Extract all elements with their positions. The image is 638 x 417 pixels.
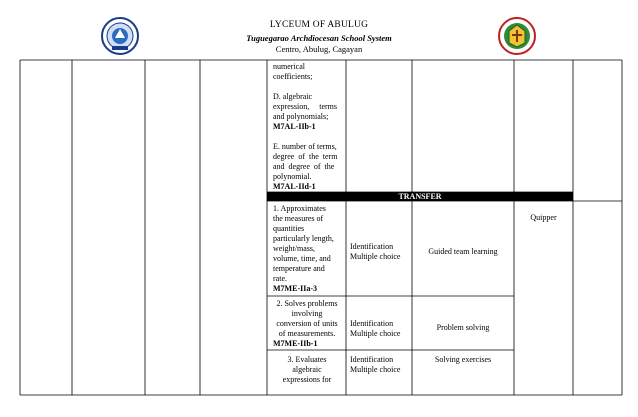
comp-e-line: E. number of terms, [273, 142, 337, 151]
competency-line: quantities [273, 224, 305, 233]
competency-code: M7AL-IId-1 [273, 182, 316, 191]
school-address: Centro, Abulug, Cagayan [275, 44, 363, 54]
strategy-cell: Guided team learning [428, 247, 498, 256]
comp-e-line: degree of the term [273, 152, 338, 161]
competency-line: volume, time, and [273, 254, 331, 263]
assessment-line: Identification [350, 355, 394, 364]
competency-line: involving [291, 309, 323, 318]
comp-e-line: and degree of the [273, 162, 335, 171]
comp-line: coefficients; [273, 72, 313, 81]
competency-line: algebraic [292, 365, 322, 374]
assessment-cell [350, 319, 410, 339]
assessment-line: Multiple choice [350, 252, 401, 261]
resource-cell: Quipper [530, 213, 557, 222]
competency-code: M7ME-IIa-3 [273, 284, 317, 293]
strategy-cell: Solving exercises [434, 355, 492, 364]
school-name: LYCEUM OF ABULUG [269, 20, 369, 30]
comp-line: numerical [273, 62, 305, 71]
competency-cell [273, 204, 343, 294]
assessment-line: Multiple choice [350, 365, 401, 374]
competency-code: M7ME-IIb-1 [273, 339, 318, 348]
competency-line: 3. Evaluates [287, 355, 327, 364]
section-label-transfer: TRANSFER [267, 192, 573, 201]
strategy-cell: Problem solving [436, 323, 490, 332]
competency-line: 2. Solves problems [276, 299, 338, 308]
assessment-line: Identification [350, 242, 394, 251]
assessment-line: Multiple choice [350, 329, 401, 338]
competency-line: conversion of units [276, 319, 338, 328]
competency-cell [268, 299, 346, 349]
comp-d-line: expression, terms [273, 102, 337, 111]
competency-cell [268, 355, 346, 385]
competency-line: of measurements. [278, 329, 336, 338]
assessment-cell [350, 355, 410, 375]
competency-line: particularly length, [273, 234, 334, 243]
competency-line: rate. [273, 274, 287, 283]
comp-d-line: D. algebraic [273, 92, 313, 101]
assessment-cell [350, 242, 410, 262]
competency-line: weight/mass, [273, 244, 315, 253]
competency-line: temperature and [273, 264, 325, 273]
competency-code: M7AL-IIb-1 [273, 122, 316, 131]
competency-line: 1. Approximates [273, 204, 326, 213]
competency-continuation [273, 62, 341, 192]
competency-line: expressions for [282, 375, 332, 384]
comp-d-line: and polynomials; [273, 112, 329, 121]
comp-e-line: polynomial. [273, 172, 312, 181]
competency-line: the measures of [273, 214, 324, 223]
school-system: Tuguegarao Archdiocesan School System [246, 33, 392, 43]
assessment-line: Identification [350, 319, 394, 328]
